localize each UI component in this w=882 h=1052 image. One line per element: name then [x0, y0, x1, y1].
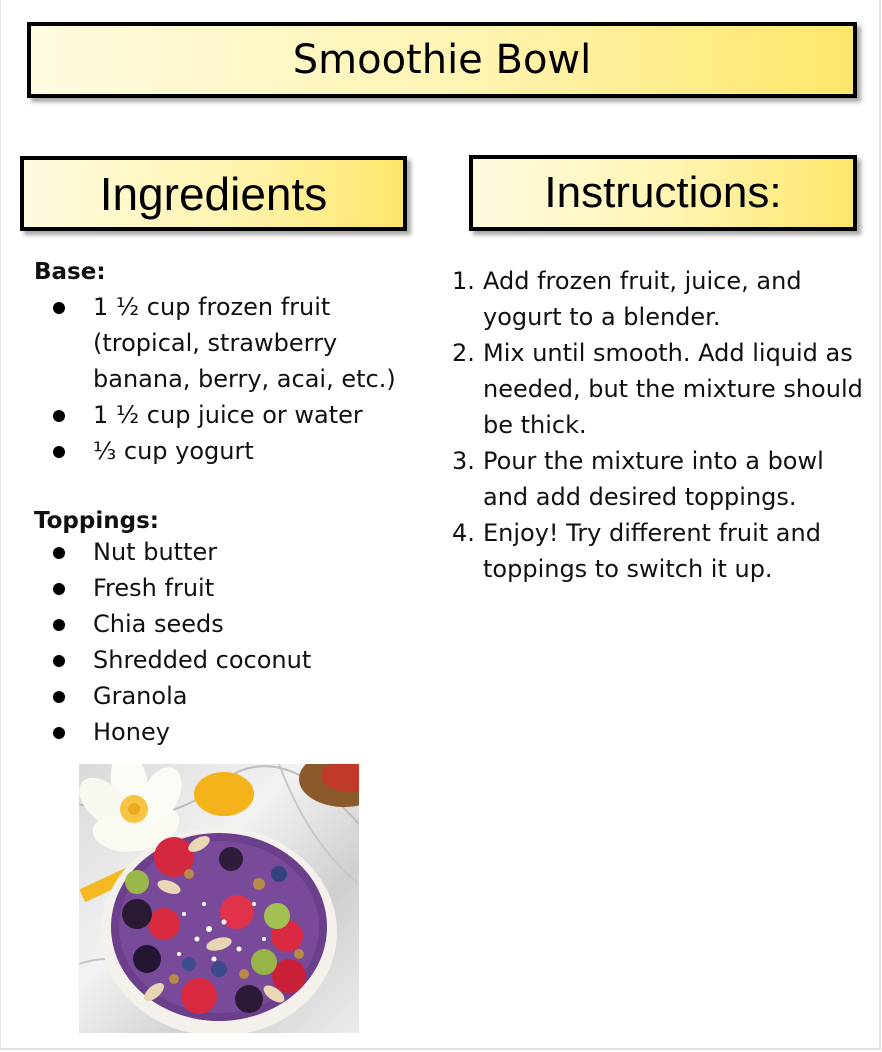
- bullet-icon: [53, 691, 65, 703]
- list-item: [452, 335, 872, 443]
- list-item: [0, 570, 413, 606]
- step-number: 3.: [452, 447, 475, 475]
- topping-item-text: Honey: [93, 718, 170, 746]
- smoothie-bowl-image: [79, 764, 359, 1033]
- topping-item-text: Fresh fruit: [93, 574, 215, 602]
- instructions-heading: Instructions:: [469, 155, 857, 231]
- bullet-icon: [53, 619, 65, 631]
- step-text: Enjoy! Try different fruit and toppings to switch it up.: [483, 519, 821, 583]
- step-text: Mix until smooth. Add liquid as needed, but the mixture should be thick.: [483, 339, 863, 439]
- list-item: [0, 678, 413, 714]
- list-item: [0, 642, 413, 678]
- base-label: Base:: [34, 259, 106, 285]
- instructions-list: [452, 263, 872, 587]
- bullet-icon: [53, 583, 65, 595]
- list-item: [0, 397, 413, 433]
- ingredients-heading: Ingredients: [20, 156, 407, 231]
- bullet-icon: [53, 446, 65, 458]
- toppings-label: Toppings:: [34, 508, 159, 534]
- step-number: 1.: [452, 267, 475, 295]
- list-item: [0, 606, 413, 642]
- list-item: [0, 289, 413, 397]
- step-text: Pour the mixture into a bowl and add desired toppings.: [483, 447, 824, 511]
- list-item: [452, 263, 872, 335]
- topping-item-text: Nut butter: [93, 538, 218, 566]
- bullet-icon: [53, 410, 65, 422]
- topping-item-text: Chia seeds: [93, 610, 224, 638]
- base-item-text: ⅓ cup yogurt: [93, 437, 254, 465]
- list-item: [0, 433, 413, 469]
- page-title: Smoothie Bowl: [27, 22, 857, 98]
- list-item: [0, 714, 413, 750]
- topping-item-text: Granola: [93, 682, 188, 710]
- step-number: 2.: [452, 339, 475, 367]
- smoothie-bowl-illustration: [79, 764, 359, 1033]
- list-item: [0, 534, 413, 570]
- topping-item-text: Shredded coconut: [93, 646, 312, 674]
- step-number: 4.: [452, 519, 475, 547]
- base-list: [0, 289, 413, 469]
- bullet-icon: [53, 655, 65, 667]
- bullet-icon: [53, 302, 65, 314]
- base-item-text: 1 ½ cup juice or water: [93, 401, 363, 429]
- list-item: [452, 443, 872, 515]
- list-item: [452, 515, 872, 587]
- bullet-icon: [53, 727, 65, 739]
- bullet-icon: [53, 547, 65, 559]
- step-text: Add frozen fruit, juice, and yogurt to a blender.: [483, 267, 802, 331]
- base-item-text: 1 ½ cup frozen fruit (tropical, strawberry banana, berry, acai, etc.): [93, 293, 396, 393]
- toppings-list: [0, 534, 413, 750]
